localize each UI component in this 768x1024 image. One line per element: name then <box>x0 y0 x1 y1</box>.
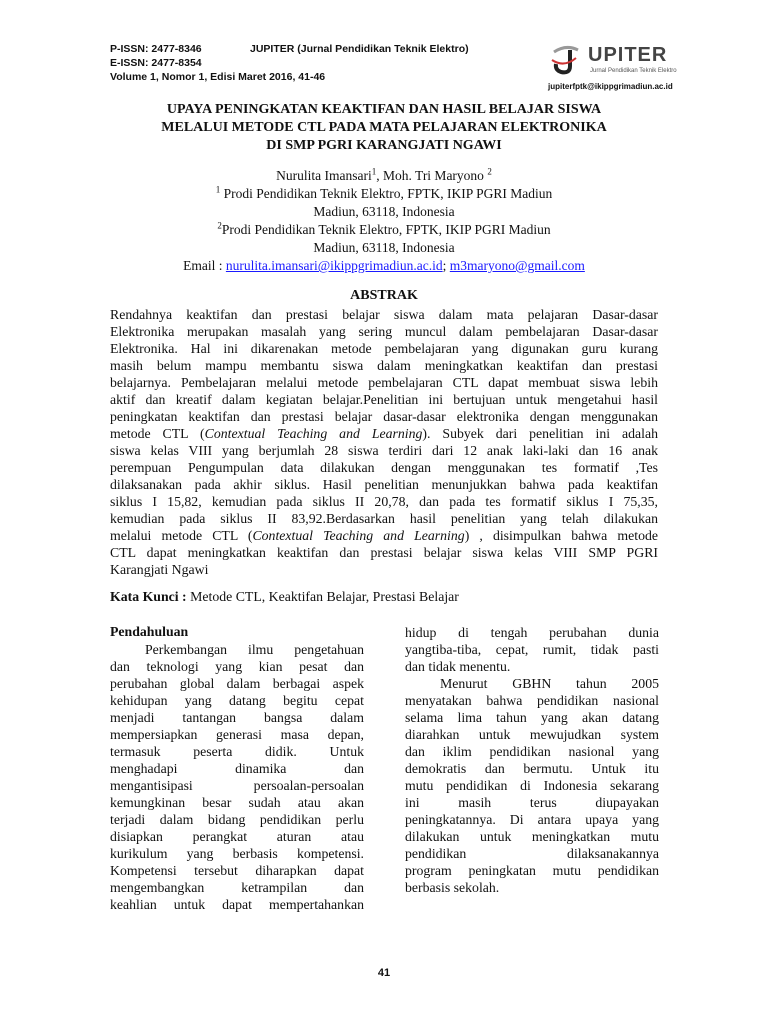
email-link-1[interactable]: nurulita.imansari@ikippgrimadiun.ac.id <box>225 258 443 273</box>
affiliation-sup: 2 <box>217 220 222 231</box>
column-line: ini masih terus diupayakan <box>405 795 659 810</box>
journal-logo <box>550 38 690 82</box>
affiliation-2 <box>0 221 768 238</box>
abstract-italic-term: Contextual Teaching and Learning <box>252 528 465 543</box>
email-line <box>0 257 768 274</box>
abstract-line <box>110 527 658 544</box>
abstract-line: belajarnya. Pembelajaran melalui metode pembelajaran CTL dapat membuat siswa lebih <box>110 375 658 390</box>
affiliation-sup: 1 <box>215 184 221 195</box>
column-line: mempersiapkan generasi masa depan, <box>110 727 364 742</box>
column-line: pendidikan dilaksanakannya <box>405 846 659 861</box>
keywords <box>110 589 459 605</box>
volume-info: Volume 1, Nomor 1, Edisi Maret 2016, 41-46 <box>110 71 326 83</box>
author-list <box>0 167 768 184</box>
keywords-label: Kata Kunci : <box>110 589 191 604</box>
section-heading: Pendahuluan <box>110 624 189 639</box>
column-line: menghadapi dinamika dan <box>110 761 364 776</box>
column-line: kurikulum yang berbasis kompetensi. <box>110 846 364 861</box>
affiliation-1-city: Madiun, 63118, Indonesia <box>313 204 455 219</box>
column-line: demokratis dan bermutu. Untuk itu <box>405 761 659 776</box>
column-line: menyatakan bahwa pendidikan nasional <box>405 693 659 708</box>
column-line: berbasis sekolah. <box>405 880 500 895</box>
affiliation-1 <box>0 185 768 202</box>
author-name: Nurulita Imansari <box>276 168 372 183</box>
issn-online: E-ISSN: 2477-8354 <box>110 57 202 69</box>
column-line: terjadi dalam bidang pendidikan perlu <box>110 812 364 827</box>
column-line: kehidupan yang datang begitu cepat <box>110 693 364 708</box>
abstract-line: siklus I 15,82, kemudian pada siklus II 20,78, dan pada tes formatif siklus I 75,35, <box>110 494 658 509</box>
abstract-line: CTL dapat meningkatkan keaktifan dan prestasi belajar siswa kelas VIII SMP PGRI <box>110 545 658 560</box>
abstract-line: Rendahnya keaktifan dan prestasi belajar siswa dalam mata pelajaran Dasar-dasar <box>110 307 658 322</box>
abstract-line: perempuan Pengumpulan data dilakukan dengan menggunakan tes formatif ,Tes <box>110 460 658 475</box>
keywords-text: Metode CTL, Keaktifan Belajar, Prestasi Belajar <box>190 589 459 604</box>
title-line: MELALUI METODE CTL PADA MATA PELAJARAN ELEKTRONIKA <box>161 120 607 135</box>
column-line: yangtiba-tiba, cepat, rumit, tidak pasti <box>405 642 659 657</box>
column-line: mengembangkan ketrampilan dan <box>110 880 364 895</box>
page-number: 41 <box>377 967 391 979</box>
column-line: diarahkan untuk mewujudkan system <box>405 727 659 742</box>
author-separator: , Moh. Tri Maryono <box>376 168 488 183</box>
abstract-italic-term: Contextual Teaching and Learning <box>204 426 423 441</box>
column-line: disiapkan perangkat aturan atau <box>110 829 364 844</box>
author-sup: 2 <box>487 166 492 177</box>
affiliation-2-city: Madiun, 63118, Indonesia <box>313 240 455 255</box>
abstract-text: ). Subyek dari penelitian ini adalah <box>422 426 659 441</box>
abstract-line <box>110 425 658 442</box>
journal-name: JUPITER (Jurnal Pendidikan Teknik Elektro) <box>250 43 469 55</box>
column-line: dilakukan untuk meningkatkan mutu <box>405 829 659 844</box>
column-line: peningkatannya. Di antara upaya yang <box>405 812 659 827</box>
email-separator: ; <box>442 258 450 273</box>
column-line: mengantisipasi persoalan-persoalan <box>110 778 364 793</box>
author-sup: 1 <box>371 166 377 177</box>
column-line: termasuk peserta didik. Untuk <box>110 744 364 759</box>
column-line: Perkembangan ilmu pengetahuan <box>145 642 364 657</box>
abstract-line: siswa kelas VIII yang berjumlah 28 siswa terdiri dari 12 anak laki-laki dan 16 anak <box>110 443 658 458</box>
logo-subtitle: Jurnal Pendidikan Teknik Elektro <box>590 68 677 74</box>
logo-word: UPITER <box>588 44 668 66</box>
abstract-line: Elektronika merupakan masalah yang sering muncul dalam pembelajaran Dasar-dasar <box>110 324 658 339</box>
abstract-line: peningkatan keaktifan dan prestasi belajar dasar-dasar elektronika dengan menggunakan <box>110 409 658 424</box>
column-line: mutu pendidikan di Indonesia sekarang <box>405 778 659 793</box>
title-line: DI SMP PGRI KARANGJATI NGAWI <box>266 138 502 153</box>
abstract-text: melalui metode CTL ( <box>110 528 253 543</box>
abstract-line: Elektronika. Hal ini dikarenakan metode pembelajaran yang digunakan guru kurang <box>110 341 658 356</box>
column-line: dan iklim pendidikan nasional yang <box>405 744 659 759</box>
column-line: selama lima tahun yang akan datang <box>405 710 659 725</box>
abstract-line: aktif dan kreatif dalam kegiatan belajar.Penelitian ini bertujuan untuk mengetahui hasil <box>110 392 658 407</box>
abstract-line: dilaksanakan pada akhir siklus. Hasil penelitian menunjukkan bahwa pada keaktifan <box>110 477 658 492</box>
column-line: keahlian untuk dapat mempertahankan <box>110 897 364 912</box>
column-line: dan tidak menentu. <box>405 659 511 674</box>
abstract-heading: ABSTRAK <box>350 288 418 303</box>
abstract-line: kemudian pada siklus II 83,92.Berdasarkan hasil penelitian yang telah dilakukan <box>110 511 658 526</box>
jupiter-logo-icon <box>550 42 580 76</box>
issn-print: P-ISSN: 2477-8346 <box>110 43 202 55</box>
column-line: program peningkatan mutu pendidikan <box>405 863 659 878</box>
column-line: Menurut GBHN tahun 2005 <box>440 676 659 691</box>
affiliation-text: Prodi Pendidikan Teknik Elektro, FPTK, IKIP PGRI Madiun <box>220 186 553 201</box>
column-line: perubahan global dalam berbagai aspek <box>110 676 364 691</box>
title-line: UPAYA PENINGKATAN KEAKTIFAN DAN HASIL BELAJAR SISWA <box>166 102 602 117</box>
column-line: hidup di tengah perubahan dunia <box>405 625 659 640</box>
column-line: Kompetensi tersebut diharapkan dapat <box>110 863 364 878</box>
affiliation-text: Prodi Pendidikan Teknik Elektro, FPTK, IKIP PGRI Madiun <box>221 222 551 237</box>
abstract-line: masih belum mampu membantu siswa dalam meningkatkan keaktifan dan prestasi <box>110 358 658 373</box>
abstract-text: ) , disimpulkan bahwa metode <box>464 528 658 543</box>
email-link-2[interactable]: m3maryono@gmail.com <box>449 258 585 273</box>
column-line: menjadi tantangan bangsa dalam <box>110 710 364 725</box>
abstract-line: Karangjati Ngawi <box>110 562 209 577</box>
email-label: Email : <box>183 258 226 273</box>
abstract-text: metode CTL ( <box>110 426 205 441</box>
column-line: dan teknologi yang kian pesat dan <box>110 659 364 674</box>
journal-email[interactable]: jupiterfptk@ikippgrimadiun.ac.id <box>548 82 673 91</box>
column-line: kemungkinan besar sudah atau akan <box>110 795 364 810</box>
